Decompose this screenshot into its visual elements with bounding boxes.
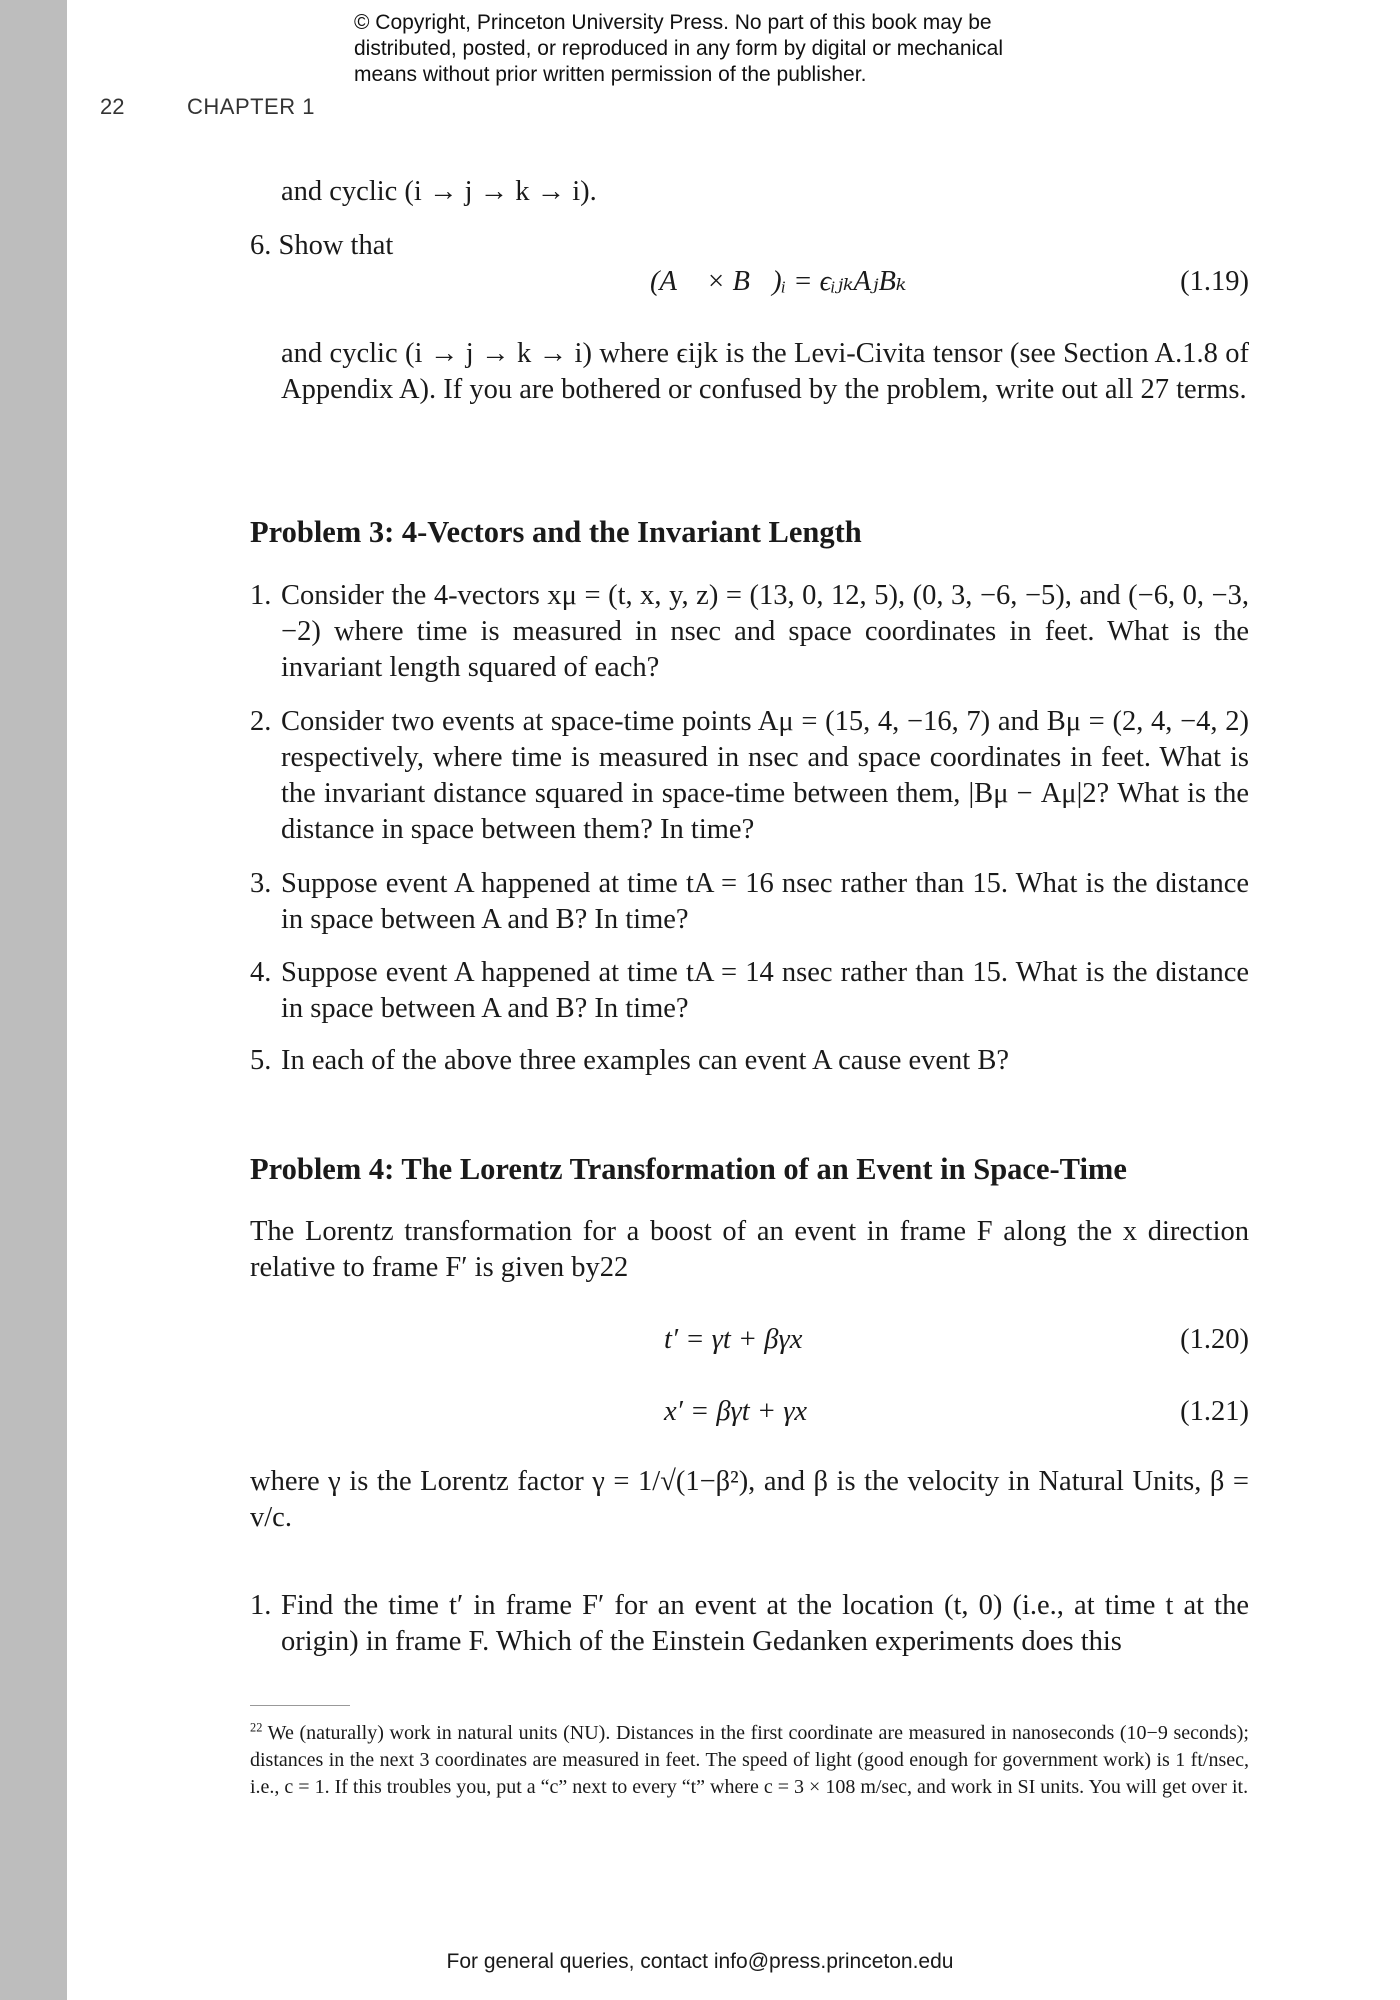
item5-continuation: and cyclic (i → j → k → i). <box>281 176 597 207</box>
equation-1-21: x′ = βγt + γx <box>664 1396 808 1427</box>
equation-1-19: (A⃗ × B⃗)ᵢ = ϵᵢⱼₖAⱼBₖ <box>650 266 907 297</box>
item6-label: 6. Show that <box>250 230 394 261</box>
problem3-item: Consider two events at space-time points Aμ = (15, 4, −16, 7) and Bμ = (2, 4, −4, 2) respectively, where time is measured in nsec and space coordinates in feet. What is the invariant distance squared in space-time between them, |Bμ − Aμ|2? What is the distance in space between them? In time? <box>281 706 1249 845</box>
problem4-item-number: 1. <box>250 1590 272 1621</box>
problem3-item: Consider the 4-vectors xμ = (t, x, y, z) = (13, 0, 12, 5), (0, 3, −6, −5), and (−6, 0, −3, −2) where time is measured in nsec and space coordinates in feet. What is the invariant length squared of each? <box>281 580 1249 683</box>
equation-number-1-21: (1.21) <box>1180 1396 1249 1427</box>
copyright-line: distributed, posted, or reproduced in any form by digital or mechanical <box>354 37 1004 60</box>
problem4-heading: Problem 4: The Lorentz Transformation of an Event in Space-Time <box>250 1152 1127 1186</box>
footnote-text: We (naturally) work in natural units (NU). Distances in the first coordinate are measured in nanoseconds (10−9 seconds); distances in the next 3 coordinates are measured in feet. The speed of light (good enough for government work) is 1 ft/nsec, i.e., c = 1. If this troubles you, put a “c” next to every “t” where c = 3 × 108 m/sec, and work in SI units. You will get over it. <box>250 1722 1249 1798</box>
footnote <box>250 1720 1249 1801</box>
problem4-item: Find the time t′ in frame F′ for an event at the location (t, 0) (i.e., at time t at the origin) in frame F. Which of the Einstein Gedanken experiments does this <box>281 1590 1249 1657</box>
equation-1-20: t′ = γt + βγx <box>664 1324 803 1355</box>
problem3-item: In each of the above three examples can event A cause event B? <box>281 1045 1010 1076</box>
page-footer <box>0 1950 1400 1974</box>
equation-number-1-20: (1.20) <box>1180 1324 1249 1355</box>
equation-number-1-19: (1.19) <box>1180 266 1249 297</box>
copyright-line: means without prior written permission of the publisher. <box>354 63 867 86</box>
problem3-item: Suppose event A happened at time tA = 14 nsec rather than 15. What is the distance in space between A and B? In time? <box>281 957 1249 1024</box>
problem3-heading: Problem 3: 4-Vectors and the Invariant Length <box>250 515 862 549</box>
problem3-item-number: 3. <box>250 868 272 899</box>
copyright-notice <box>354 10 1154 88</box>
footer-contact: For general queries, contact info@press.princeton.edu <box>446 1950 954 1973</box>
footnote-rule <box>250 1705 350 1706</box>
problem3-item-number: 4. <box>250 957 272 988</box>
copyright-line: © Copyright, Princeton University Press. No part of this book may be <box>354 11 992 34</box>
problem3-item-number: 2. <box>250 706 272 737</box>
problem4-intro: The Lorentz transformation for a boost of an event in frame F along the x direction relative to frame F′ is given by22 <box>250 1216 1249 1283</box>
page-number: 22 <box>100 94 125 119</box>
problem3-item-number: 5. <box>250 1045 272 1076</box>
item6-explanation: and cyclic (i → j → k → i) where ϵijk is the Levi-Civita tensor (see Section A.1.8 of Appendix A). If you are bothered or confused by the problem, write out all 27 terms. <box>281 338 1249 405</box>
problem3-item-number: 1. <box>250 580 272 611</box>
running-head: CHAPTER 1 <box>187 94 315 119</box>
page-margin-bar <box>0 0 67 2000</box>
problem3-item: Suppose event A happened at time tA = 16 nsec rather than 15. What is the distance in space between A and B? In time? <box>281 868 1249 935</box>
footnote-marker: 22 <box>250 1720 263 1735</box>
lorentz-factor-text: where γ is the Lorentz factor γ = 1/√(1−β²), and β is the velocity in Natural Units, β = v/c. <box>250 1466 1249 1533</box>
